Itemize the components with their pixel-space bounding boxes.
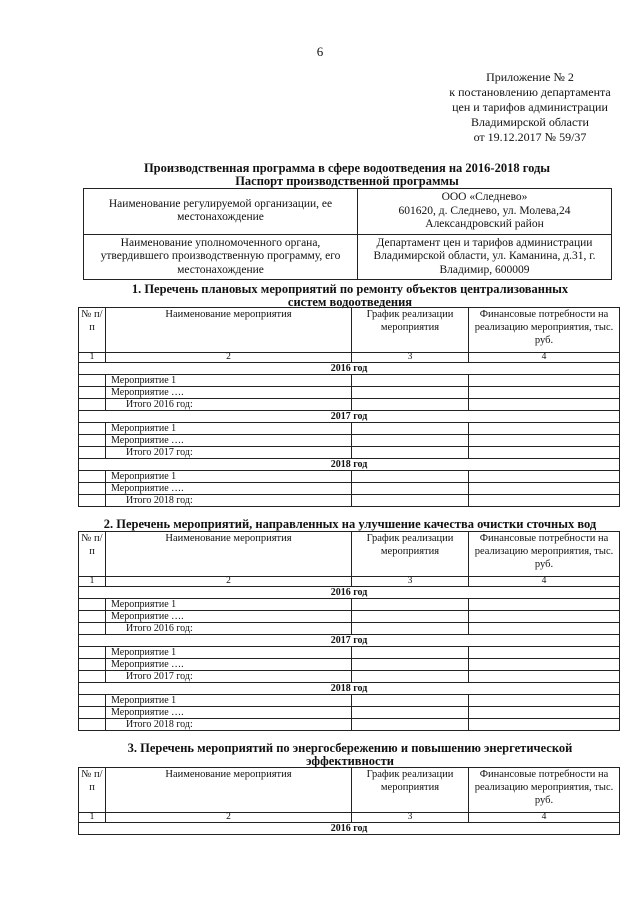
table-row [79, 611, 620, 623]
header-num: № п/п [79, 768, 106, 813]
table-header-row [79, 308, 620, 353]
year-row [79, 363, 620, 375]
total-label: Итого 2018 год: [106, 495, 352, 507]
table-row [79, 471, 620, 483]
year-row [79, 587, 620, 599]
passport-value [358, 234, 612, 280]
section-1-title [80, 283, 620, 309]
section-2-title [80, 518, 620, 531]
header-num: № п/п [79, 532, 106, 577]
year-label: 2017 год [79, 635, 620, 647]
section-2-table [78, 531, 620, 731]
index-cell: 4 [469, 813, 620, 823]
total-label: Итого 2016 год: [106, 623, 352, 635]
header-name: Наименование мероприятия [106, 768, 352, 813]
item-name: Мероприятие 1 [106, 375, 352, 387]
passport-table [83, 188, 612, 280]
year-label: 2016 год [79, 823, 620, 835]
item-name: Мероприятие …. [106, 659, 352, 671]
annex-line: Владимирской области [471, 115, 589, 129]
index-row [79, 577, 620, 587]
table-row [79, 707, 620, 719]
item-name: Мероприятие …. [106, 483, 352, 495]
index-cell: 1 [79, 353, 106, 363]
section-3-title [80, 742, 620, 768]
passport-value-line: Александровский район [425, 218, 544, 230]
annex-line: от 19.12.2017 № 59/37 [473, 130, 587, 144]
year-row [79, 683, 620, 695]
table-header-row [79, 532, 620, 577]
annex-block [430, 70, 630, 145]
total-row [79, 719, 620, 731]
total-label: Итого 2017 год: [106, 671, 352, 683]
header-num: № п/п [79, 308, 106, 353]
index-row [79, 353, 620, 363]
table-row [79, 423, 620, 435]
index-cell: 1 [79, 813, 106, 823]
section-title-line: 1. Перечень плановых мероприятий по ремонту объектов централизованных [131, 282, 569, 296]
year-row [79, 823, 620, 835]
item-name: Мероприятие 1 [106, 423, 352, 435]
passport-value-line: Департамент цен и тарифов администрации [376, 236, 593, 249]
annex-line: к постановлению департамента [449, 85, 611, 99]
page-number: 6 [316, 44, 324, 59]
header-finance: Финансовые потребности на реализацию мероприятия, тыс. руб. [469, 768, 620, 813]
header-schedule: График реализации мероприятия [352, 768, 469, 813]
total-label: Итого 2017 год: [106, 447, 352, 459]
passport-value-line: Владимирской области, ул. Каманина, д.31, г. [373, 250, 596, 262]
passport-value-line: 601620, д. Следнево, ул. Молева,24 [398, 204, 571, 217]
index-row [79, 813, 620, 823]
item-name: Мероприятие 1 [106, 695, 352, 707]
table-row [79, 387, 620, 399]
table-row [79, 483, 620, 495]
passport-title: Паспорт производственной программы [235, 174, 459, 188]
header-finance: Финансовые потребности на реализацию мероприятия, тыс. руб. [469, 532, 620, 577]
section-title-line: эффективности [306, 754, 394, 768]
year-label: 2018 год [79, 459, 620, 471]
total-row [79, 671, 620, 683]
total-row [79, 623, 620, 635]
table-row [79, 375, 620, 387]
passport-label: Наименование уполномоченного органа, утвердившего производственную программу, его местонахождение [84, 234, 358, 280]
passport-row [84, 234, 612, 280]
index-cell: 1 [79, 577, 106, 587]
item-name: Мероприятие …. [106, 707, 352, 719]
index-cell: 2 [106, 577, 352, 587]
year-label: 2016 год [79, 587, 620, 599]
section-3-table [78, 767, 620, 835]
item-name: Мероприятие …. [106, 387, 352, 399]
index-cell: 2 [106, 813, 352, 823]
total-label: Итого 2016 год: [106, 399, 352, 411]
header-name: Наименование мероприятия [106, 308, 352, 353]
item-name: Мероприятие 1 [106, 599, 352, 611]
section-title-line: систем водоотведения [287, 295, 413, 309]
document-title: Производственная программа в сфере водоотведения на 2016-2018 годы [143, 161, 551, 175]
header-name: Наименование мероприятия [106, 532, 352, 577]
item-name: Мероприятие …. [106, 435, 352, 447]
header-schedule: График реализации мероприятия [352, 532, 469, 577]
index-cell: 3 [352, 353, 469, 363]
annex-line: цен и тарифов администрации [452, 100, 608, 114]
header-schedule: График реализации мероприятия [352, 308, 469, 353]
index-cell: 2 [106, 353, 352, 363]
total-row [79, 447, 620, 459]
table-row [79, 695, 620, 707]
annex-line: Приложение № 2 [486, 70, 574, 84]
passport-label: Наименование регулируемой организации, ее местонахождение [84, 189, 358, 235]
header-finance: Финансовые потребности на реализацию мероприятия, тыс. руб. [469, 308, 620, 353]
index-cell: 3 [352, 577, 469, 587]
year-row [79, 635, 620, 647]
passport-row [84, 189, 612, 235]
passport-value-line: Владимир, 600009 [439, 263, 530, 276]
year-label: 2017 год [79, 411, 620, 423]
total-row [79, 495, 620, 507]
year-label: 2018 год [79, 683, 620, 695]
item-name: Мероприятие 1 [106, 471, 352, 483]
item-name: Мероприятие …. [106, 611, 352, 623]
year-row [79, 459, 620, 471]
passport-value [358, 189, 612, 235]
section-title-line: 2. Перечень мероприятий, направленных на улучшение качества очистки сточных вод [103, 517, 597, 531]
item-name: Мероприятие 1 [106, 647, 352, 659]
table-row [79, 599, 620, 611]
passport-value-line: ООО «Следнево» [441, 191, 528, 203]
index-cell: 4 [469, 577, 620, 587]
index-cell: 3 [352, 813, 469, 823]
section-1-table [78, 307, 620, 507]
table-row [79, 647, 620, 659]
table-header-row [79, 768, 620, 813]
index-cell: 4 [469, 353, 620, 363]
table-row [79, 435, 620, 447]
total-label: Итого 2018 год: [106, 719, 352, 731]
year-label: 2016 год [79, 363, 620, 375]
year-row [79, 411, 620, 423]
section-title-line: 3. Перечень мероприятий по энергосбережению и повышению энергетической [127, 741, 573, 755]
table-row [79, 659, 620, 671]
total-row [79, 399, 620, 411]
